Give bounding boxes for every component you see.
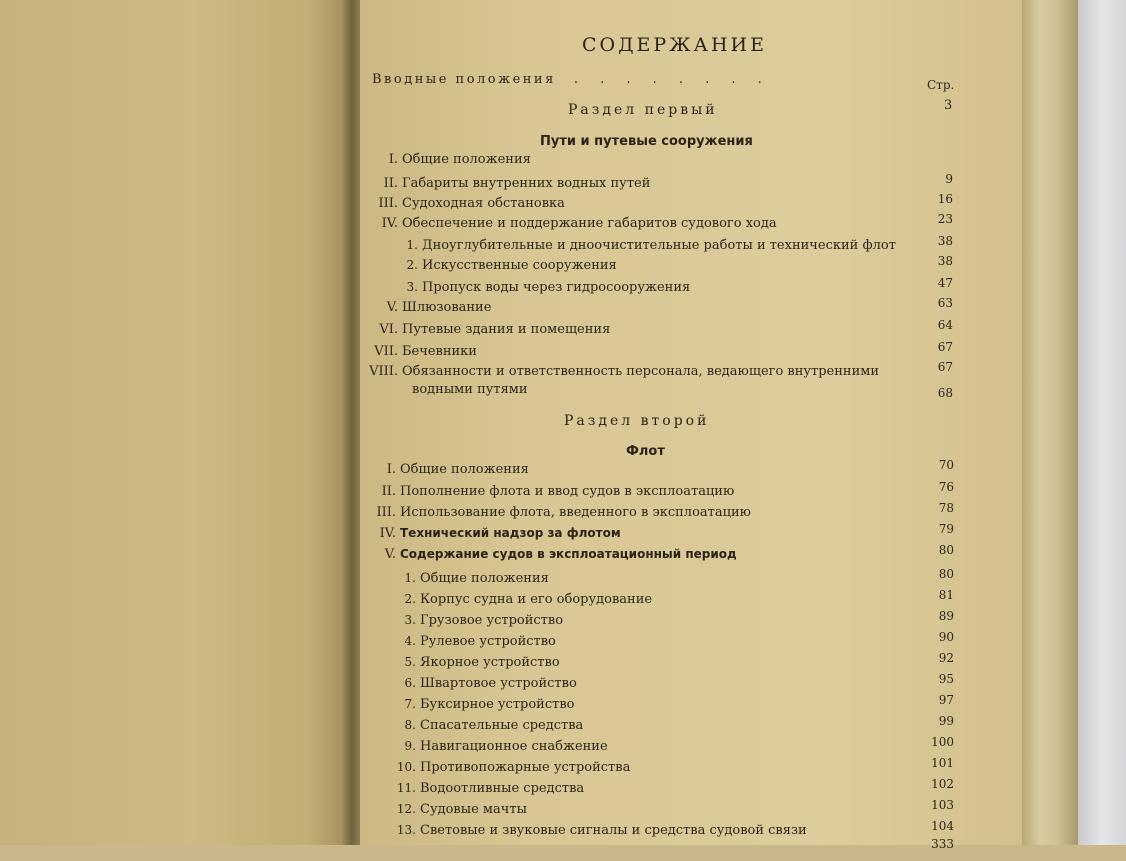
toc-entry-number: 3.: [406, 280, 418, 294]
toc-entry-page: 23: [937, 212, 953, 226]
toc-row: [364, 340, 964, 364]
toc-entry-number: 11.: [396, 781, 416, 795]
toc-entry-page: 64: [937, 318, 953, 332]
toc-row: [364, 651, 964, 675]
toc-entry-number: VII.: [374, 344, 398, 359]
toc-entry-number: VIII.: [369, 364, 398, 379]
toc-entry-number: 9.: [404, 739, 416, 753]
toc-entry-page: 38: [937, 234, 953, 248]
intro-page-number: 3: [944, 98, 953, 113]
section1-title: Раздел первый: [568, 102, 718, 118]
left-blank-page: [0, 0, 352, 845]
toc-row: [364, 609, 964, 633]
toc-entry-page: 16: [937, 192, 953, 206]
toc-entry-label: Грузовое устройство: [420, 613, 564, 628]
toc-entry-number: 4.: [404, 634, 416, 648]
toc-entry-label: Судовые мачты: [420, 802, 527, 817]
toc-entry-page: 92: [938, 651, 954, 665]
backdrop: [1078, 0, 1126, 845]
toc-row: [364, 234, 964, 258]
section1-subtitle: Пути и путевые сооружения: [540, 134, 753, 149]
toc-entry-page: 81: [938, 588, 954, 602]
toc-entry-page: 99: [938, 714, 954, 728]
toc-entry-number: I.: [386, 462, 396, 477]
toc-row: [364, 254, 964, 278]
toc-row: [364, 192, 964, 216]
toc-entry-page: 333: [931, 837, 954, 851]
toc-row: [364, 588, 964, 612]
toc-row: [364, 630, 964, 654]
toc-entry-number: 5.: [404, 655, 416, 669]
toc-title: СОДЕРЖАНИЕ: [582, 34, 767, 56]
toc-row: [364, 212, 964, 236]
toc-entry-page: 79: [938, 522, 954, 536]
toc-entry-number: I.: [388, 152, 398, 167]
toc-entry-page: 80: [938, 543, 954, 557]
toc-entry-number: 1.: [406, 238, 418, 252]
toc-entry-page: 95: [938, 672, 954, 686]
toc-row: [364, 522, 964, 546]
page-column-label: Стр.: [927, 78, 955, 92]
toc-row: [364, 276, 964, 300]
toc-entry-number: 8.: [404, 718, 416, 732]
toc-row: [364, 480, 964, 504]
toc-entry-label: Обеспечение и поддержание габаритов судового хода: [402, 216, 777, 231]
toc-entry-label: Корпус судна и его оборудование: [420, 592, 653, 607]
intro-label: Вводные положения: [372, 72, 556, 87]
toc-entry-page: 100: [931, 735, 954, 749]
toc-row: [364, 693, 964, 717]
toc-row: [364, 360, 964, 400]
toc-entry-number: III.: [376, 505, 396, 520]
toc-entry-label: Спасательные средства: [420, 718, 584, 733]
intro-entry: [372, 72, 771, 87]
toc-entry-number: 3.: [404, 613, 416, 627]
toc-entry-label: Общие положения: [400, 462, 529, 477]
toc-entry-number: 2.: [406, 258, 418, 272]
toc-entry-number: 10.: [396, 760, 416, 774]
toc-row: [364, 458, 964, 482]
toc-row: [364, 296, 964, 320]
toc-entry-page: 76: [938, 480, 954, 494]
toc-entry-number: V.: [386, 300, 398, 315]
toc-entry-number: 13.: [396, 823, 416, 837]
toc-entry-number: III.: [378, 196, 398, 211]
section2-title: Раздел второй: [564, 413, 710, 429]
toc-row: [364, 152, 964, 172]
toc-entry-label: Световые и звуковые сигналы и средства судовой связи: [420, 823, 807, 838]
toc-entry-label: Якорное устройство: [420, 655, 560, 670]
toc-row: [364, 837, 964, 861]
intro-dots: . . . . . . . .: [573, 72, 771, 87]
toc-entry-number: IV.: [379, 526, 396, 541]
page-edges: [1022, 0, 1080, 845]
toc-entry-page: 89: [938, 609, 954, 623]
toc-row: [364, 714, 964, 738]
toc-entry-label: Общие положения: [420, 571, 549, 586]
toc-entry-page: 90: [938, 630, 954, 644]
toc-entry-page: 9: [945, 172, 953, 186]
toc-row: [364, 756, 964, 780]
toc-row: [364, 798, 964, 822]
toc-entry-page: 101: [931, 756, 954, 770]
toc-entry-label: Рулевое устройство: [420, 634, 556, 649]
toc-entry-page-continuation: 68: [937, 386, 953, 400]
toc-row: [364, 777, 964, 801]
toc-entry-number: II.: [383, 176, 398, 191]
toc-entry-label: Использование флота, введенного в эксплоатацию: [400, 505, 751, 520]
toc-entry-page: 63: [937, 296, 953, 310]
toc-entry-label: Судоходная обстановка: [402, 196, 565, 211]
toc-entry-label: Дноуглубительные и дноочистительные работы и технический флот: [422, 238, 896, 253]
toc-entry-label: Навигационное снабжение: [420, 739, 608, 754]
toc-entry-number: 1.: [404, 571, 416, 585]
toc-entry-page: 104: [931, 819, 954, 833]
toc-entry-label: Бечевники: [402, 344, 477, 359]
toc-entry-page: 70: [938, 458, 954, 472]
toc-entry-page: 102: [931, 777, 954, 791]
toc-entry-label: Швартовое устройство: [420, 676, 577, 691]
toc-entry-label: Водоотливные средства: [420, 781, 585, 796]
toc-row: [364, 819, 964, 843]
toc-row: [364, 172, 964, 196]
toc-entry-label: Искусственные сооружения: [422, 258, 617, 273]
toc-row: [364, 567, 964, 591]
toc-entry-label: Буксирное устройство: [420, 697, 575, 712]
toc-entry-number: 12.: [396, 802, 416, 816]
toc-entry-page: 78: [938, 501, 954, 515]
toc-entry-label: Содержание судов в эксплоатационный период: [400, 547, 737, 561]
toc-entry-label: Габариты внутренних водных путей: [402, 176, 651, 191]
toc-row: [364, 501, 964, 525]
toc-entry-number: VI.: [379, 322, 398, 337]
toc-entry-number: 6.: [404, 676, 416, 690]
toc-entry-page: 103: [931, 798, 954, 812]
toc-entry-number: IV.: [381, 216, 398, 231]
toc-entry-label: Путевые здания и помещения: [402, 322, 611, 337]
toc-entry-number: V.: [384, 547, 396, 562]
toc-entry-label: Противопожарные устройства: [420, 760, 631, 775]
toc-entry-label: Обязанности и ответственность персонала, ведающего внутренними: [402, 364, 880, 379]
toc-entry-label: Шлюзование: [402, 300, 492, 315]
toc-entry-label: Пропуск воды через гидросооружения: [422, 280, 691, 295]
toc-entry-label-continuation: водными путями: [412, 382, 528, 397]
toc-entry-page: 80: [938, 567, 954, 581]
toc-entry-number: 7.: [404, 697, 416, 711]
toc-entry-number: 2.: [404, 592, 416, 606]
toc-entry-page: 38: [937, 254, 953, 268]
toc-entry-page: 97: [938, 693, 954, 707]
toc-row: [364, 543, 964, 567]
toc-entry-number: II.: [381, 484, 396, 499]
toc-entry-page: 67: [937, 340, 953, 354]
toc-entry-page: 67: [937, 360, 953, 374]
toc-entry-label: Пополнение флота и ввод судов в эксплоатацию: [400, 484, 735, 499]
section2-subtitle: Флот: [626, 444, 665, 459]
toc-row: [364, 672, 964, 696]
toc-entry-page: 47: [937, 276, 953, 290]
table-of-contents: [364, 0, 964, 851]
toc-entry-label: Технический надзор за флотом: [400, 526, 621, 540]
toc-row: [364, 318, 964, 342]
toc-row: [364, 735, 964, 759]
toc-entry-label: Общие положения: [402, 152, 531, 167]
